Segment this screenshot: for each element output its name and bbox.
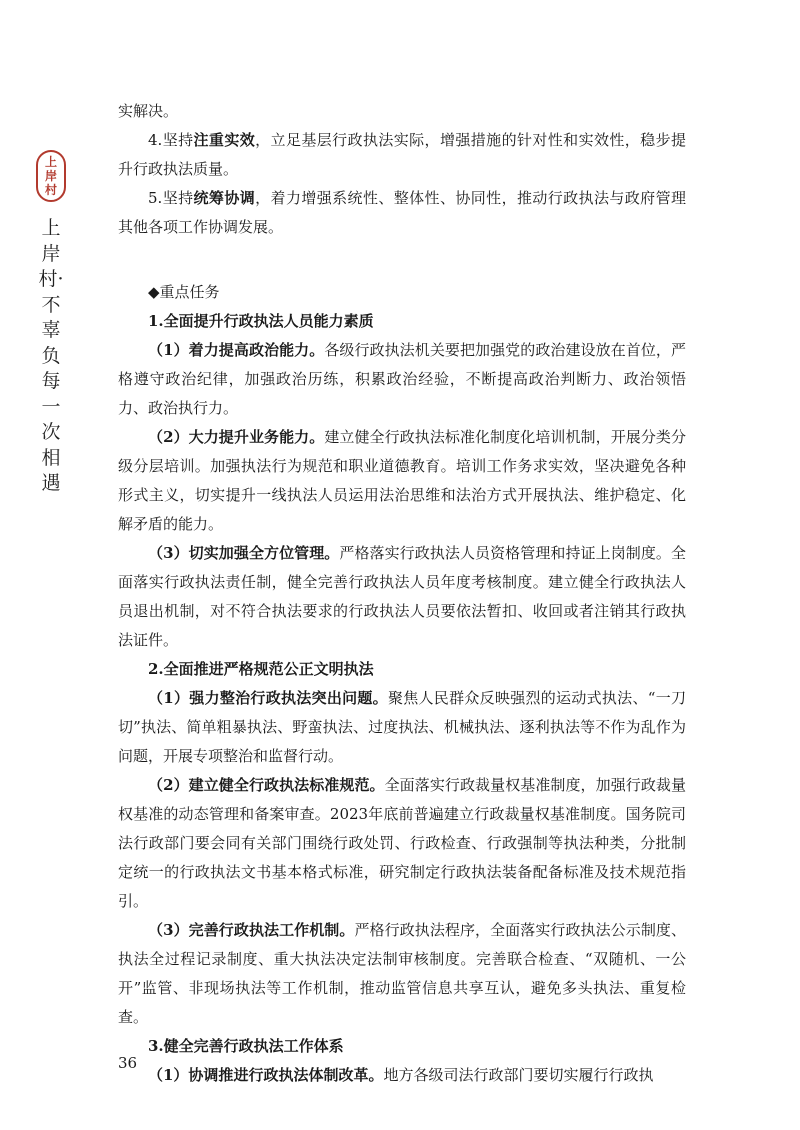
paragraph-text: ，着力增强系统性、整体性、协同性，推动行政执法与政府管理其他各项工作协调发展。 — [118, 189, 686, 236]
paragraph-text: 聚焦人民群众反映强烈的运动式执法、“一刀切”执法、简单粗暴执法、野蛮执法、过度执法、机械执法、逐利执法等不作为乱作为问题，开展专项整治和监督行动。 — [118, 689, 686, 765]
paragraph-bold: （2）建立健全行政执法标准规范。 — [148, 776, 385, 794]
paragraph-text: 各级行政执法机关要把加强党的政治建设放在首位，严格遵守政治纪律，加强政治历练，积累政治经验，不断提高政治判断力、政治领悟力、政治执行力。 — [118, 341, 686, 417]
paragraph — [118, 184, 686, 242]
paragraph — [118, 97, 686, 126]
paragraph-bold: 统筹协调 — [193, 189, 256, 207]
paragraph-text: 严格落实行政执法人员资格管理和持证上岗制度。全面落实行政执法责任制，健全完善行政执法人员年度考核制度。建立健全行政执法人员退出机制，对不符合执法要求的行政执法人员要依法暂扣、收回或者注销其行政执法证件。 — [118, 544, 686, 649]
paragraph — [118, 126, 686, 184]
paragraph-lead: 4.坚持 — [148, 131, 194, 149]
paragraph-bold: （3）切实加强全方位管理。 — [148, 544, 340, 562]
heading-text: 1.全面提升行政执法人员能力素质 — [148, 312, 374, 330]
section-marker-text: ◆重点任务 — [148, 283, 220, 301]
sidebar — [30, 150, 76, 497]
seal-logo — [36, 150, 66, 202]
paragraph — [118, 1061, 686, 1090]
paragraph-bold: （3）完善行政执法工作机制。 — [148, 921, 355, 939]
vertical-slogan: 上岸村·不辜负每一次相遇 — [38, 217, 64, 494]
seal-char: 岸 — [44, 169, 57, 183]
paragraph-text: 全面落实行政裁量权基准制度，加强行政裁量权基准的动态管理和备案审查。2023年底前普遍建立行政裁量权基准制度。国务院司法行政部门要会同有关部门围绕行政处罚、行政检查、行政强制等执法种类，分批制定统一的行政执法文书基本格式标准，研究制定行政执法装备配备标准及技术规范指引。 — [118, 776, 686, 910]
paragraph-bold: （1）强力整治行政执法突出问题。 — [148, 689, 388, 707]
paragraph-bold: （2）大力提升业务能力。 — [148, 428, 325, 446]
paragraph-bold: （1）着力提高政治能力。 — [148, 341, 325, 359]
paragraph-text: 严格行政执法程序，全面落实行政执法公示制度、执法全过程记录制度、重大执法决定法制审核制度。完善联合检查、“双随机、一公开”监管、非现场执法等工作机制，推动监管信息共享互认，避免多头执法、重复检查。 — [118, 921, 686, 1026]
spacer — [118, 242, 686, 278]
paragraph — [118, 684, 686, 771]
seal-char: 村 — [44, 183, 57, 197]
section-heading — [118, 655, 686, 684]
paragraph — [118, 916, 686, 1032]
paragraph — [118, 423, 686, 539]
paragraph-lead: 5.坚持 — [148, 189, 194, 207]
paragraph-text: 实解决。 — [118, 102, 179, 120]
paragraph-bold: （1）协调推进行政执法体制改革。 — [148, 1066, 384, 1084]
page-number: 36 — [118, 1054, 138, 1072]
heading-text: 3.健全完善行政执法工作体系 — [148, 1037, 344, 1055]
paragraph-text: 地方各级司法行政部门要切实履行行政执 — [383, 1066, 654, 1084]
paragraph-text: ，立足基层行政执法实际，增强措施的针对性和实效性，稳步提升行政执法质量。 — [118, 131, 686, 178]
seal-char: 上 — [44, 155, 57, 169]
page-content — [118, 97, 686, 1090]
paragraph — [118, 539, 686, 655]
heading-text: 2.全面推进严格规范公正文明执法 — [148, 660, 374, 678]
section-heading — [118, 307, 686, 336]
paragraph-bold: 注重实效 — [193, 131, 256, 149]
section-heading — [118, 1032, 686, 1061]
paragraph-text: 建立健全行政执法标准化制度化培训机制，开展分类分级分层培训。加强执法行为规范和职业道德教育。培训工作务求实效，坚决避免各种形式主义，切实提升一线执法人员运用法治思维和法治方式开展执法、维护稳定、化解矛盾的能力。 — [118, 428, 686, 533]
paragraph — [118, 771, 686, 916]
paragraph — [118, 336, 686, 423]
section-marker — [118, 278, 686, 307]
